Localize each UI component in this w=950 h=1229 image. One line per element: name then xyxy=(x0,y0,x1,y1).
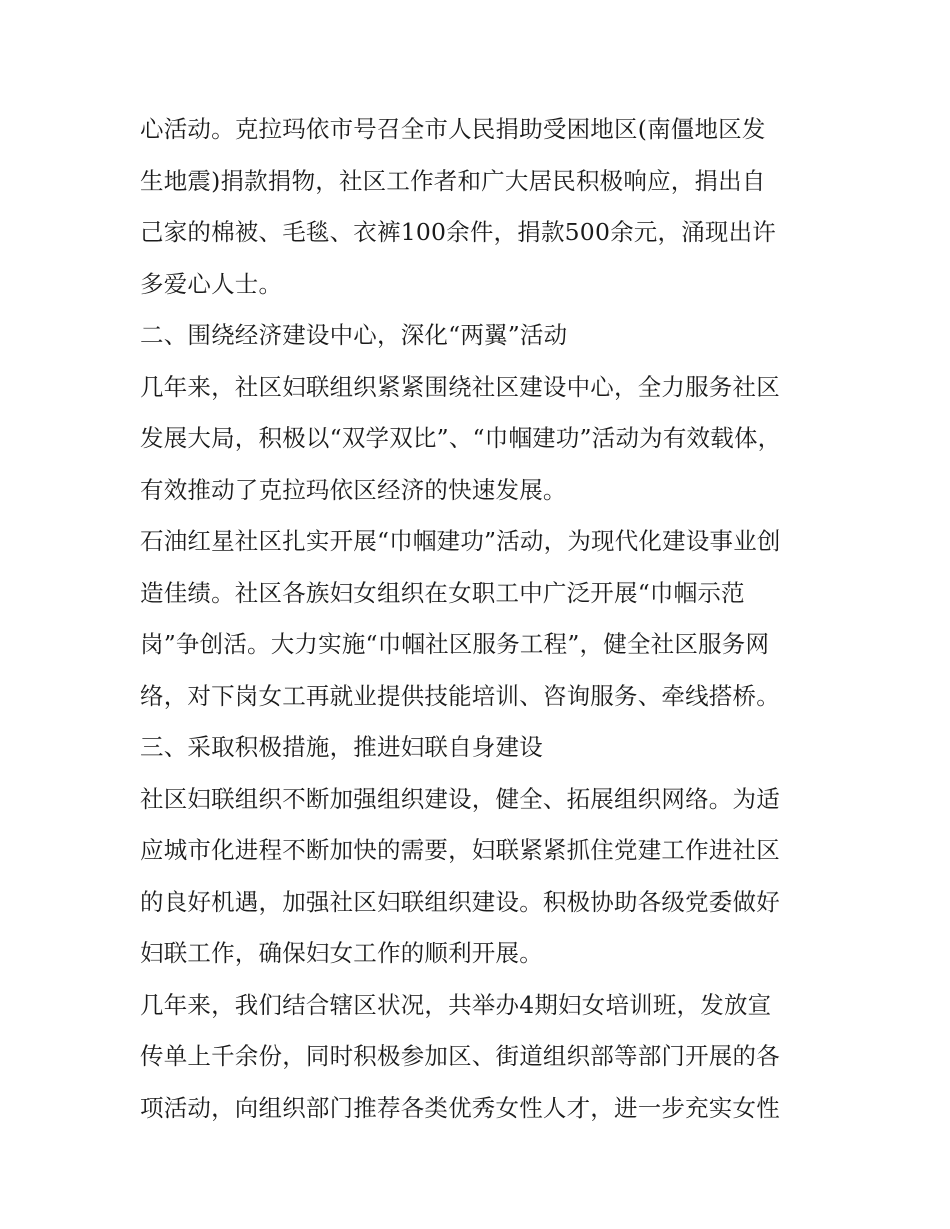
text-line: 应城市化进程不断加快的需要，妇联紧紧抓住党建工作进社区 xyxy=(140,836,780,864)
text-line: 心活动。克拉玛依市号召全市人民捐助受困地区(南僵地区发 xyxy=(140,115,766,143)
text-line: 石油红星社区扎实开展“巾帼建功”活动，为现代化建设事业创 xyxy=(140,527,781,555)
text-line: 造佳绩。社区各族妇女组织在女职工中广泛开展“巾帼示范 xyxy=(140,578,745,607)
text-line: 岗”争创活。大力实施“巾帼社区服务工程”，健全社区服务网 xyxy=(140,630,770,658)
text-line: 的良好机遇，加强社区妇联组织建设。积极协助各级党委做好 xyxy=(140,887,780,916)
text-line: 几年来，社区妇联组织紧紧围绕社区建设中心，全力服务社区 xyxy=(140,372,780,401)
text-line: 几年来，我们结合辖区状况，共举办4期妇女培训班，发放宣 xyxy=(140,990,772,1019)
text-line: 项活动，向组织部门推荐各类优秀女性人才，进一步充实女性 xyxy=(140,1093,780,1122)
text-line: 发展大局，积极以“双学双比”、“巾帼建功”活动为有效载体， xyxy=(140,424,782,452)
section-heading-2: 二、围绕经济建设中心，深化“两翼”活动 xyxy=(140,321,568,349)
document-body xyxy=(140,104,830,1134)
text-line: 有效推动了克拉玛依区经济的快速发展。 xyxy=(140,475,567,504)
text-line: 传单上千余份，同时积极参加区、街道组织部等部门开展的各 xyxy=(140,1042,780,1070)
section-heading-3: 三、采取积极措施，推进妇联自身建设 xyxy=(140,733,543,761)
text-line: 社区妇联组织不断加强组织建设，健全、拓展组织网络。为适 xyxy=(140,784,780,813)
text-line: 妇联工作，确保妇女工作的顺利开展。 xyxy=(140,939,543,967)
text-line: 络，对下岗女工再就业提供技能培训、咨询服务、牵线搭桥。 xyxy=(140,681,780,710)
text-line: 多爱心人士。 xyxy=(140,269,283,298)
text-line: 生地震)捐款捐物，社区工作者和广大居民积极响应，捐出自 xyxy=(140,166,766,195)
text-line: 己家的棉被、毛毯、衣裤100余件，捐款500余元，涌现出许 xyxy=(140,218,777,246)
